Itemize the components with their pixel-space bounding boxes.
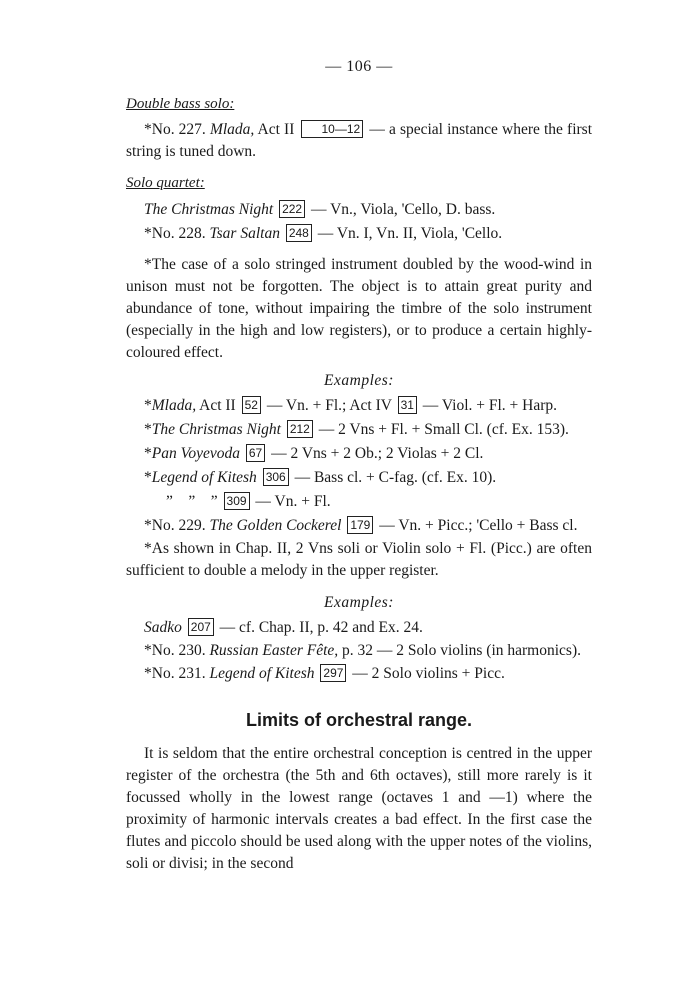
no227-work: Mlada, <box>209 121 255 138</box>
no231-line <box>126 662 592 686</box>
no227-rest: — a special instance where the first string is tuned down. <box>126 121 593 160</box>
ditto-marks: ” ” ” <box>166 493 218 510</box>
example-work: The Christmas Night <box>151 421 281 438</box>
rehearsal-box: 52 <box>242 396 261 414</box>
no229-rest: — Vn. + Picc.; 'Cello + Bass cl. <box>379 517 578 534</box>
example-item <box>126 490 592 514</box>
no229-prefix: *No. 229. <box>144 517 206 534</box>
woodwind-paragraph: *The case of a solo stringed instrument doubled by the wood-wind in unison must not be forgotten. The object is to attain great purity and abundance of tone, without impairing the timbre of the solo instrument (especially in the high and low registers), or to produce a certain highly-coloured effect. <box>126 256 592 361</box>
example-item <box>126 442 592 466</box>
examples-label: Examples: <box>324 594 394 611</box>
example-rest: — 2 Vns + Fl. + Small Cl. (cf. Ex. 153). <box>318 421 569 438</box>
example-work: Mlada, <box>151 397 197 414</box>
rehearsal-box: 179 <box>347 516 373 534</box>
example-rest: — Vn. + Fl.; Act IV <box>266 397 392 414</box>
no230-paragraph <box>126 640 592 662</box>
example-prefix: * <box>144 421 152 438</box>
no229-line <box>126 514 592 538</box>
no227-paragraph <box>126 119 592 163</box>
quartet-rest: — Vn., Viola, 'Cello, D. bass. <box>310 201 496 218</box>
rehearsal-box: 309 <box>224 492 250 510</box>
example-mid: Act II <box>199 397 236 414</box>
double-bass-solo-heading: Double bass solo: <box>126 96 235 112</box>
examples-label: Examples: <box>324 372 394 389</box>
limits-paragraph: It is seldom that the entire orchestral conception is centred in the upper register of the orchestra (the 5th and 6th octaves), still more rarely is it focussed wholly in the lowest range (octaves 1 and —1) where the proximity of harmonic intervals creates a bad effect. In the first case the flutes and piccolo should be used along with the upper notes of the violins, soli or divisi; in the second <box>126 745 592 872</box>
no227-act: Act II <box>257 121 295 138</box>
quartet-rest: — Vn. I, Vn. II, Viola, 'Cello. <box>317 225 503 242</box>
quartet-work: The Christmas Night <box>144 201 274 218</box>
example-work: Legend of Kitesh <box>151 469 257 486</box>
example-work: Pan Voyevoda <box>151 445 240 462</box>
rehearsal-box: 212 <box>287 420 313 438</box>
no227-prefix: *No. 227. <box>144 121 206 138</box>
rehearsal-box: 67 <box>246 444 265 462</box>
no230-work: Russian Easter Fête, <box>209 642 339 659</box>
rehearsal-box: 31 <box>398 396 417 414</box>
quartet-item <box>126 222 592 246</box>
example-item <box>126 394 592 418</box>
rehearsal-box: 248 <box>286 224 312 242</box>
example-prefix: * <box>144 445 152 462</box>
solo-quartet-heading: Solo quartet: <box>126 175 205 191</box>
example-item <box>126 418 592 442</box>
no231-rest: — 2 Solo violins + Picc. <box>352 665 505 682</box>
no230-rest: p. 32 — 2 Solo violins (in harmonics). <box>342 642 581 659</box>
sadko-rest: — cf. Chap. II, p. 42 and Ex. 24. <box>219 619 423 636</box>
example-rest: — 2 Vns + 2 Ob.; 2 Violas + 2 Cl. <box>271 445 484 462</box>
rehearsal-box: 207 <box>188 618 214 636</box>
quartet-item <box>126 198 592 222</box>
rehearsal-box: 306 <box>263 468 289 486</box>
example-rest: — Vn. + Fl. <box>255 493 331 510</box>
doubling-paragraph: *As shown in Chap. II, 2 Vns soli or Violin solo + Fl. (Picc.) are often sufficient to double a melody in the upper register. <box>126 540 592 579</box>
example-prefix: * <box>144 397 152 414</box>
quartet-work: Tsar Saltan <box>209 225 280 242</box>
example-rest: — Bass cl. + C-fag. (cf. Ex. 10). <box>294 469 497 486</box>
page <box>126 0 592 875</box>
rehearsal-box: 297 <box>320 664 346 682</box>
no229-work: The Golden Cockerel <box>209 517 342 534</box>
sadko-line <box>126 616 592 640</box>
rehearsal-box: 10—12 <box>301 120 364 138</box>
example-rest: — Viol. + Fl. + Harp. <box>422 397 558 414</box>
example-item <box>126 466 592 490</box>
page-number: — 106 — <box>325 58 393 75</box>
sadko-work: Sadko <box>144 619 182 636</box>
no231-work: Legend of Kitesh <box>209 665 315 682</box>
no230-prefix: *No. 230. <box>144 642 206 659</box>
no231-prefix: *No. 231. <box>144 665 206 682</box>
rehearsal-box: 222 <box>279 200 305 218</box>
limits-heading: Limits of orchestral range. <box>245 710 473 730</box>
quartet-prefix: *No. 228. <box>144 225 206 242</box>
example-prefix: * <box>144 469 152 486</box>
